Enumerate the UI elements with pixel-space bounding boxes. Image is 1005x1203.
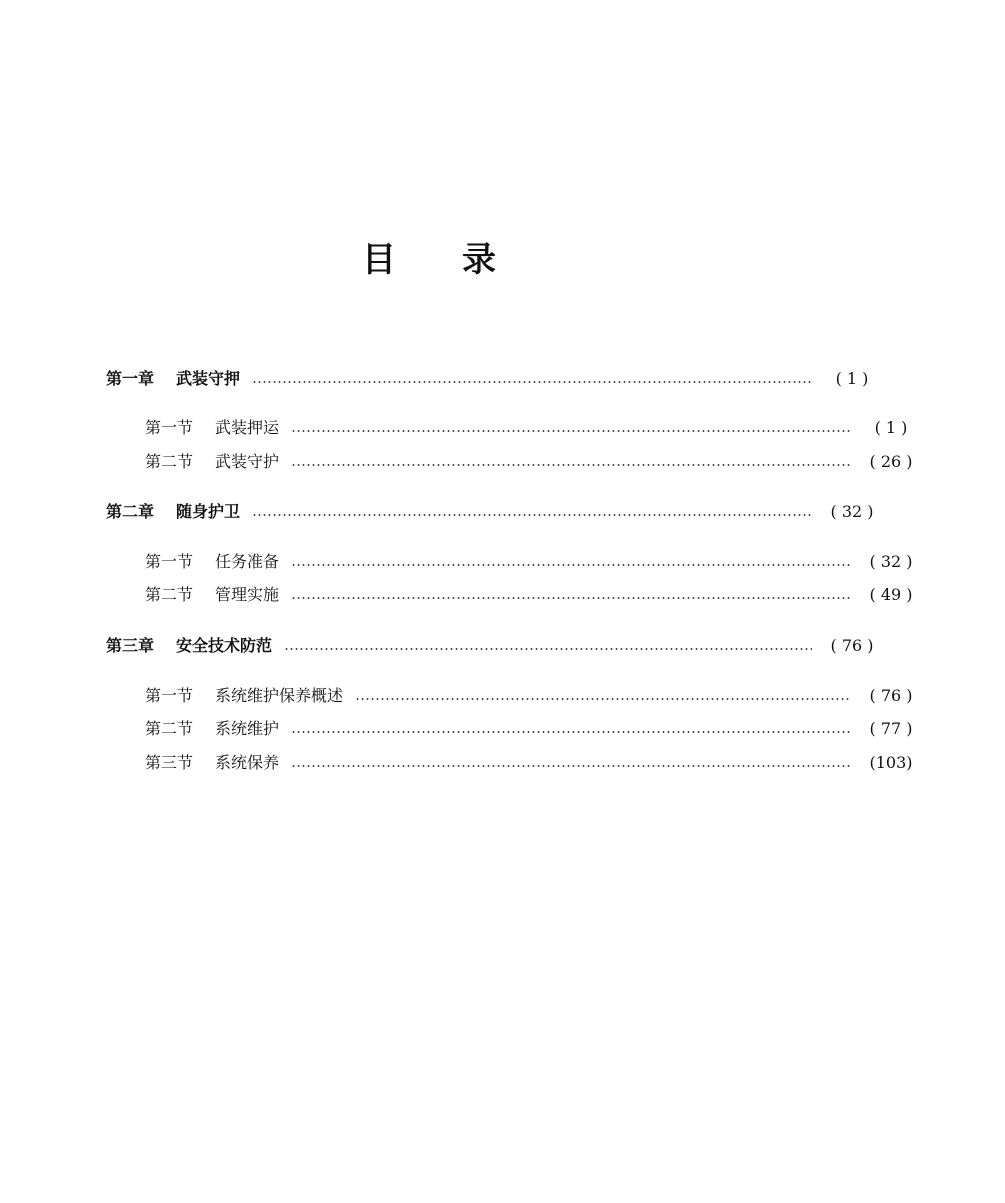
toc-entry-chapter-2[interactable] (0, 497, 966, 527)
page-title-char-1: 目 (362, 240, 398, 280)
toc-entry-label: 第一节 (145, 686, 194, 705)
toc-entry-title: 随身护卫 (176, 502, 241, 521)
toc-entry-page: ( 1 ) (835, 369, 869, 388)
toc-entry-label: 第一章 (106, 369, 155, 388)
dot-leader (355, 698, 851, 700)
dot-leader (291, 430, 851, 432)
toc-entry-label: 第二节 (145, 719, 194, 738)
toc-entry-section-1-2[interactable] (0, 447, 1005, 477)
toc-entry-page: ( 76 ) (830, 636, 874, 655)
toc-entry-page: ( 32 ) (830, 502, 874, 521)
toc-entry-section-1-1[interactable] (0, 413, 1005, 443)
toc-entry-page: ( 1 ) (874, 418, 908, 437)
toc-entry-title: 系统维护 (215, 719, 280, 738)
dot-leader (284, 648, 812, 650)
toc-entry-section-2-2[interactable] (0, 580, 1005, 610)
toc-entry-page: ( 77 ) (869, 719, 913, 738)
toc-entry-title: 武装守护 (215, 452, 280, 471)
toc-entry-label: 第一节 (145, 552, 194, 571)
toc-entry-label: 第三节 (145, 753, 194, 772)
toc-entry-title: 安全技术防范 (176, 636, 273, 655)
toc-entry-chapter-1[interactable] (0, 364, 966, 394)
dot-leader (252, 514, 812, 516)
toc-entry-page: ( 32 ) (869, 552, 913, 571)
toc-entry-section-3-3[interactable] (0, 748, 1005, 778)
toc-entry-title: 武装押运 (215, 418, 280, 437)
toc-entry-title: 管理实施 (215, 585, 280, 604)
dot-leader (291, 765, 851, 767)
toc-entry-title: 系统维护保养概述 (215, 686, 344, 705)
toc-entry-title: 任务准备 (215, 552, 280, 571)
toc-entry-page: ( 76 ) (869, 686, 913, 705)
toc-entry-page: ( 49 ) (869, 585, 913, 604)
toc-entry-label: 第三章 (106, 636, 155, 655)
toc-entry-chapter-3[interactable] (0, 631, 966, 661)
page-title-char-2: 录 (462, 240, 498, 280)
dot-leader (291, 731, 851, 733)
toc-entry-section-3-1[interactable] (0, 681, 1005, 711)
dot-leader (291, 464, 851, 466)
toc-entry-page: (103) (869, 753, 913, 772)
page-title (0, 236, 860, 284)
toc-entry-section-2-1[interactable] (0, 547, 1005, 577)
dot-leader (291, 597, 851, 599)
toc-entry-title: 武装守押 (176, 369, 241, 388)
toc-entry-label: 第二章 (106, 502, 155, 521)
toc-entry-section-3-2[interactable] (0, 714, 1005, 744)
toc-entry-label: 第二节 (145, 452, 194, 471)
toc-entry-page: ( 26 ) (869, 452, 913, 471)
toc-entry-label: 第二节 (145, 585, 194, 604)
dot-leader (291, 564, 851, 566)
toc-entry-title: 系统保养 (215, 753, 280, 772)
toc-entry-label: 第一节 (145, 418, 194, 437)
dot-leader (252, 381, 812, 383)
